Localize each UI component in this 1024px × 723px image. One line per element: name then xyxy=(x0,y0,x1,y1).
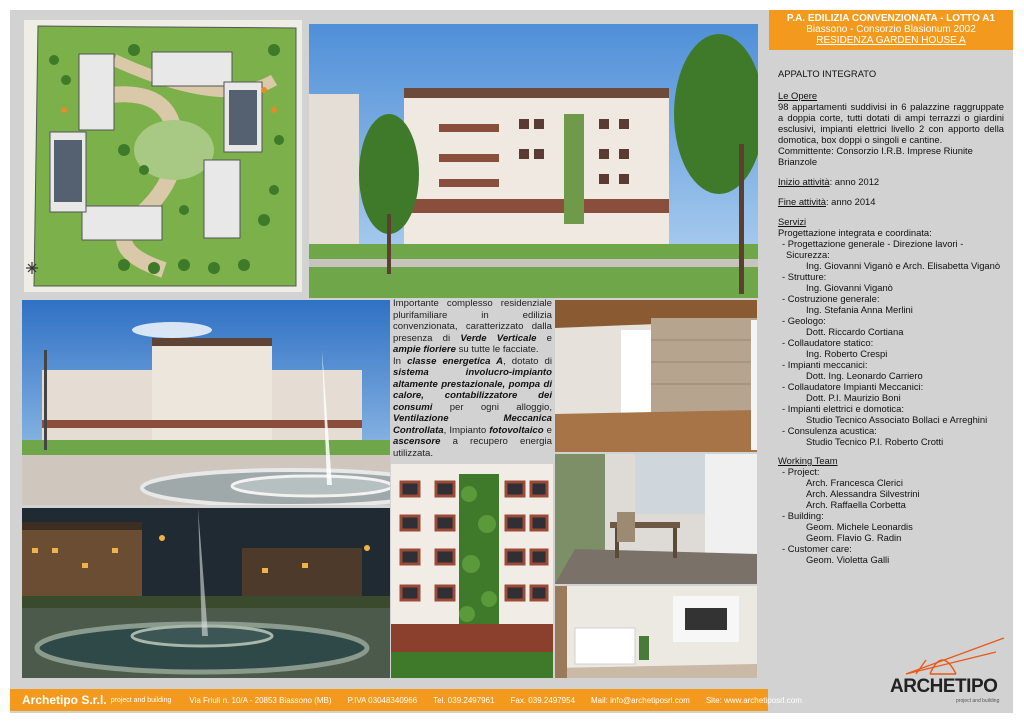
team-member-role: - Customer care: xyxy=(782,543,852,554)
green-facade-photo xyxy=(391,464,553,678)
works-title: Le Opere xyxy=(778,90,818,101)
contract-type: APPALTO INTEGRATO xyxy=(778,68,877,79)
svg-text:ARCHETIPO: ARCHETIPO xyxy=(890,676,998,697)
service-name: Dott. P.I. Maurizio Boni xyxy=(806,392,901,403)
fountain-day-photo xyxy=(22,300,390,505)
service-role: - Impianti elettrici e domotica: xyxy=(782,403,904,414)
header-box xyxy=(769,10,1013,50)
desc-text: e xyxy=(546,424,552,436)
footer-bar xyxy=(10,689,802,711)
desc-text: a recupero energia utilizzata. xyxy=(393,436,552,459)
services-list xyxy=(778,238,1004,447)
service-name: Ing. Stefania Anna Merlini xyxy=(806,304,913,315)
footer-fax: Fax. 039.2497954 xyxy=(510,695,576,705)
footer-email[interactable]: Mail: info@archetiposrl.com xyxy=(591,695,690,705)
desc-text: , Impianto xyxy=(443,424,487,436)
interior-photo-dining xyxy=(555,454,757,584)
desc-highlight: Verde Verticale xyxy=(460,332,537,344)
service-name: Ing. Giovanni Viganò xyxy=(806,282,893,293)
services-intro: Progettazione integrata e coordinata: xyxy=(778,227,932,238)
team-title: Working Team xyxy=(778,455,838,466)
desc-text: su tutte le facciate. xyxy=(458,344,539,355)
footer-brand: Archetipo S.r.l. xyxy=(22,693,107,707)
footer-tagline: project and building xyxy=(110,696,172,704)
desc-highlight: Ventilazione Meccanica Controllata xyxy=(393,413,552,436)
client-text: Committente: Consorzio I.R.B. Imprese Riunite Brianzole xyxy=(778,145,973,167)
team-member-name: Geom. Violetta Galli xyxy=(806,554,890,565)
project-description xyxy=(393,298,552,462)
archetipo-logo xyxy=(886,636,1010,704)
works-text: 98 appartamenti suddivisi in 6 palazzine raggruppate a doppia corte, tutti dotati di ampi terrazzi o giardini esclusivi, impianti elettrici livello 2 con apporto della domotica, box doppi o singoli e cantine. xyxy=(778,101,1004,145)
project-details xyxy=(778,68,1004,565)
services-title: Servizi xyxy=(778,216,807,227)
end-value: : anno 2014 xyxy=(825,196,876,207)
service-role: - Progettazione generale - Direzione lavori - Sicurezza: xyxy=(782,238,964,260)
team-member-name: Geom. Michele Leonardis xyxy=(806,521,913,532)
service-role: - Collaudatore statico: xyxy=(782,337,874,348)
service-name: Dott. Ing. Leonardo Carriero xyxy=(806,370,923,381)
interior-photo-tv xyxy=(555,586,757,678)
header-subtitle: Biassono - Consorzio Blasionum 2002 xyxy=(806,24,976,35)
desc-text: per ogni alloggio, xyxy=(449,401,552,413)
interior-photo-living xyxy=(555,300,757,452)
header-title: P.A. EDILIZIA CONVENZIONATA - LOTTO A1 xyxy=(786,13,996,24)
desc-highlight: sistema involucro-impianto altamente prestazionale, pompa di calore, contabilizzatore dei consumi xyxy=(393,367,552,413)
desc-highlight: ascensore xyxy=(393,436,441,447)
svg-text:project and building: project and building xyxy=(956,698,1000,704)
footer-phone: Tel. 039.2497961 xyxy=(433,695,495,705)
service-role: - Costruzione generale: xyxy=(782,293,880,304)
team-member-name: Arch. Alessandra Silvestrini xyxy=(806,488,920,499)
service-role: - Collaudatore Impianti Meccanici: xyxy=(782,381,924,392)
building-photo xyxy=(309,24,758,298)
footer-website[interactable]: Site: www.archetiposrl.com xyxy=(705,695,802,705)
team-list xyxy=(778,466,1004,565)
header-project-name: RESIDENZA GARDEN HOUSE A xyxy=(816,35,966,46)
site-plan-image xyxy=(24,20,302,292)
footer-address: Via Friuli n. 10/A - 20853 Biassono (MB) xyxy=(189,695,332,705)
desc-text: In xyxy=(393,355,402,367)
footer-vat: P.IVA 03048340966 xyxy=(347,695,418,705)
service-role: - Strutture: xyxy=(782,271,827,282)
team-member-role: - Project: xyxy=(782,466,820,477)
team-member-name: Arch. Raffaella Corbetta xyxy=(806,499,906,510)
service-name: Ing. Roberto Crespi xyxy=(806,348,888,359)
team-member-name: Geom. Flavio G. Radin xyxy=(806,532,902,543)
service-name: Studio Tecnico P.I. Roberto Crotti xyxy=(806,436,944,447)
service-name: Dott. Riccardo Cortiana xyxy=(806,326,904,337)
desc-highlight: ampie fioriere xyxy=(393,344,456,355)
team-member-name: Arch. Francesca Clerici xyxy=(806,477,903,488)
desc-text: , dotato di xyxy=(503,355,552,367)
service-name: Ing. Giovanni Viganò e Arch. Elisabetta Viganò xyxy=(806,260,1001,271)
service-role: - Impianti meccanici: xyxy=(782,359,868,370)
desc-highlight: fotovoltaico xyxy=(489,424,544,436)
desc-text: e xyxy=(546,332,552,344)
desc-highlight: classe energetica A xyxy=(407,355,504,367)
end-label: Fine attività xyxy=(778,196,826,207)
start-label: Inizio attività xyxy=(778,176,830,187)
service-role: - Consulenza acustica: xyxy=(782,425,877,436)
team-member-role: - Building: xyxy=(782,510,824,521)
start-value: : anno 2012 xyxy=(829,176,880,187)
desc-text: Importante complesso residenziale plurifamiliare in edilizia convenzionata, caratterizzato dalla presenza di xyxy=(393,298,552,344)
service-name: Studio Tecnico Associato Bollaci e Arreghini xyxy=(806,414,988,425)
fountain-night-photo xyxy=(22,508,390,678)
service-role: - Geologo: xyxy=(782,315,826,326)
